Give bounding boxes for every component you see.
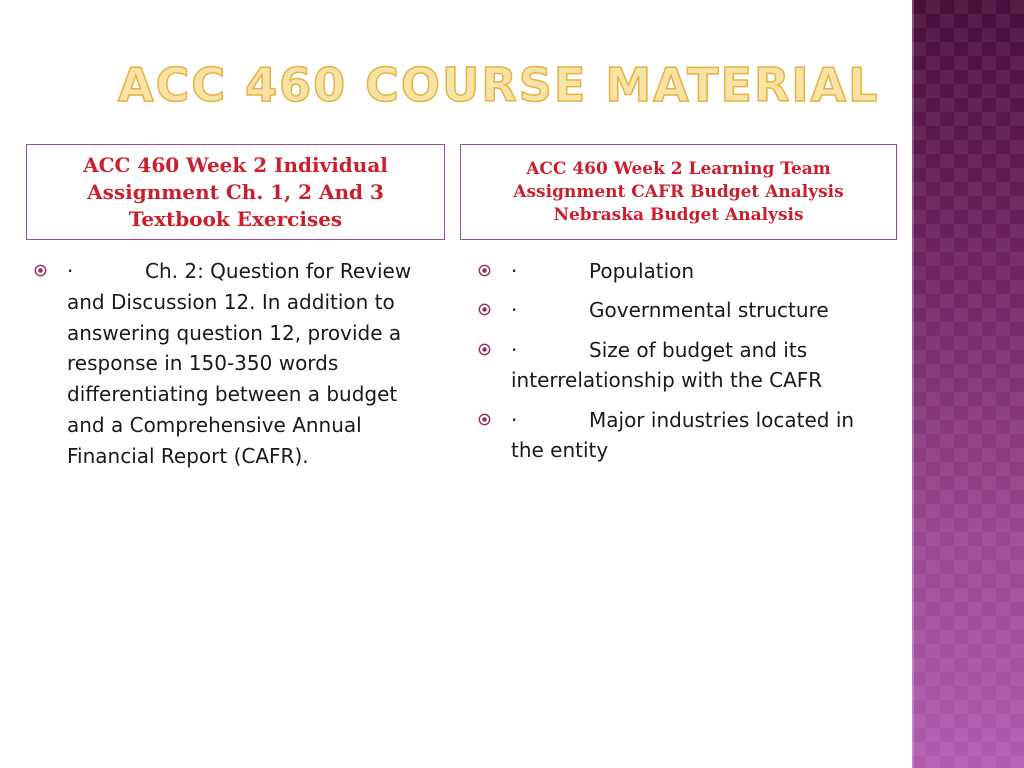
list-item [478, 405, 888, 467]
left-column-header: ACC 460 Week 2 Individual Assignment Ch. 1, 2 And 3 Textbook Exercises [26, 144, 445, 240]
list-item [478, 335, 888, 397]
right-column-header: ACC 460 Week 2 Learning Team Assignment CAFR Budget Analysis Nebraska Budget Analysis [460, 144, 897, 240]
circled-dot-icon [478, 264, 491, 277]
bullet-dot: · [511, 298, 518, 323]
bullet-text: Size of budget and its interrelationship with the CAFR [511, 337, 823, 393]
circled-dot-icon [478, 343, 491, 356]
bullet-text: Population [589, 259, 695, 283]
list-item [478, 295, 888, 326]
decorative-side-band [912, 0, 1024, 768]
bullet-dot: · [67, 259, 74, 283]
right-bullet-list [478, 256, 888, 475]
diamond-pattern [912, 0, 1024, 768]
circled-dot-icon [478, 413, 491, 426]
side-band-edge [912, 0, 914, 768]
bullet-text: Governmental structure [589, 298, 829, 323]
circled-dot-icon [478, 303, 491, 316]
slide-title: ACC 460 COURSE MATERIAL [118, 58, 880, 112]
bullet-dot: · [511, 337, 518, 362]
list-item [34, 256, 429, 472]
bullet-dot: · [511, 259, 518, 283]
list-item [478, 256, 888, 287]
left-bullet-list [34, 256, 429, 480]
bullet-dot: · [511, 407, 518, 432]
bullet-text: Ch. 2: Question for Review and Discussion 12. In addition to answering question 12, provide a response in 150-350 words differentiating between a budget and a Comprehensive Annual Financial Report (CAFR). [67, 259, 412, 468]
circled-dot-icon [34, 264, 47, 277]
bullet-text: Major industries located in the entity [511, 407, 855, 463]
